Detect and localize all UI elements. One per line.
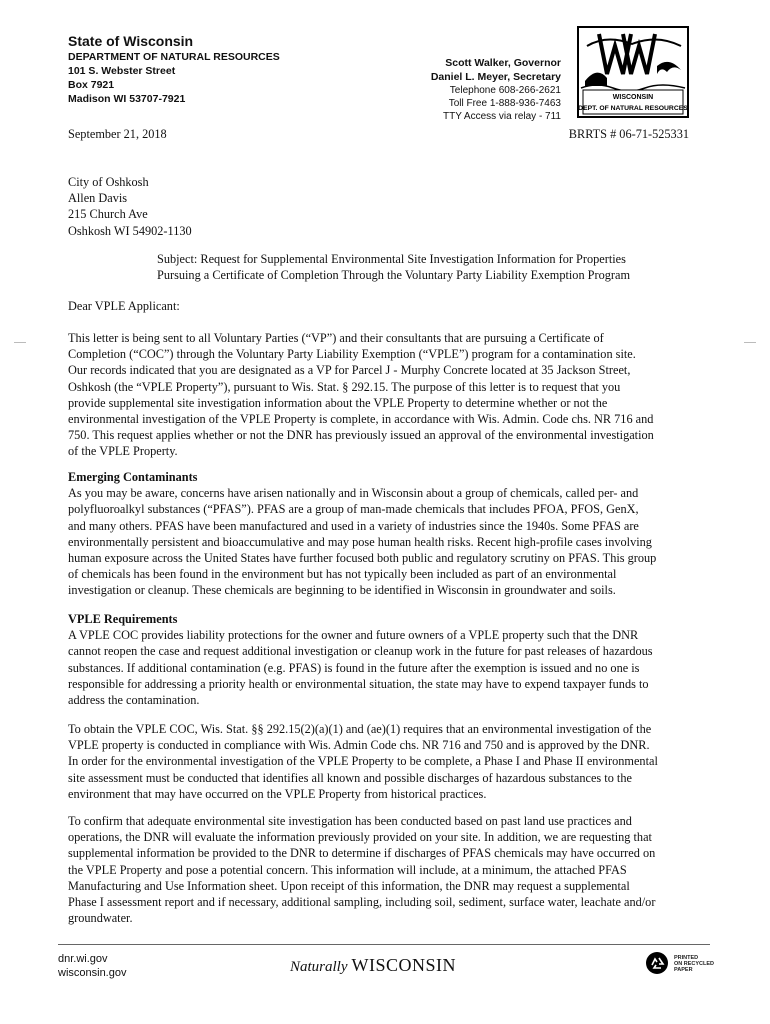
text-line: This letter is being sent to all Voluntary Parties (“VP”) and their consultants that are pursuing a Certificate of [68, 331, 604, 345]
section-heading: VPLE Requirements [68, 612, 178, 626]
footer-websites [58, 952, 126, 980]
recipient-address [68, 174, 192, 239]
recycle-text-line: ON RECYCLED [674, 961, 715, 967]
text-line: Oshkosh (the “VPLE Property”), pursuant to Wis. Stat. § 292.15. The purpose of this letter is to request that you [68, 379, 621, 394]
letterhead-agency [68, 33, 280, 106]
text-line: investigation or cleanup. These chemicals are beginning to be identified in Wisconsin in groundwater and soils. [68, 583, 616, 598]
dnr-logo [577, 26, 689, 118]
brrts-number: BRRTS # 06-71-525331 [568, 127, 689, 141]
text-line: provide supplemental site investigation information about the VPLE Property to determine whether or not the [68, 395, 608, 410]
text-line: As you may be aware, concerns have arisen nationally and in Wisconsin about a group of chemicals, called per- and [68, 486, 639, 501]
subject-line: Pursuing a Certificate of Completion Through the Voluntary Party Liability Exemption Program [157, 268, 631, 283]
coc-requirements-paragraph [68, 721, 708, 802]
text-line: environmental investigation of the VPLE Property is complete, in accordance with Wis. Admin. Code chs. NR 716 and [68, 412, 654, 427]
text-line: Our records indicated that you are designated as a VP for Parcel J - Murphy Concrete located at 35 Jackson Street, [68, 363, 631, 378]
text-line: To obtain the VPLE COC, Wis. Stat. §§ 292.15(2)(a)(1) and (ae)(1) requires that an environmental investigation of the [68, 722, 652, 736]
website-link-wisconsin[interactable]: wisconsin.gov [58, 967, 127, 979]
recipient-line: City of Oshkosh [68, 175, 149, 189]
text-line: operations, the DNR will evaluate the information previously provided on your site. In addition, we are requesting that [68, 830, 652, 845]
text-line: A VPLE COC provides liability protections for the owner and future owners of a VPLE property such that the DNR [68, 628, 639, 643]
logo-line2: DEPT. OF NATURAL RESOURCES [578, 105, 688, 112]
right-margin-mark [744, 342, 756, 343]
text-line: responsible for addressing a priority health or environmental situation, the state may have to expend taxpayer funds to [68, 676, 649, 691]
text-line: To confirm that adequate environmental site investigation has been conducted based on past land use practices and [68, 814, 632, 828]
toll-free: Toll Free 1-888-936-7463 [448, 98, 561, 109]
subject-line: Subject: Request for Supplemental Environmental Site Investigation Information for Properties [157, 252, 626, 266]
text-line: of chemicals has been found in the environment but has not typically been included as part of an environmental [68, 567, 617, 582]
left-margin-mark [14, 342, 26, 343]
secretary-name: Daniel L. Meyer, Secretary [430, 71, 561, 83]
telephone: Telephone 608-266-2621 [449, 85, 561, 96]
street-address: 101 S. Webster Street [68, 65, 176, 77]
text-line: of the VPLE Property. [68, 444, 178, 459]
website-link-dnr[interactable]: dnr.wi.gov [58, 953, 108, 965]
letter-date: September 21, 2018 [68, 127, 167, 141]
text-line: 750. This request applies whether or not the DNR has previously issued an approval of the environmental investigation [68, 428, 654, 443]
footer-divider [58, 944, 710, 945]
subject-block [157, 251, 717, 283]
city-zip: Madison WI 53707-7921 [68, 93, 186, 105]
footer-tagline [290, 955, 456, 976]
text-line: environmentally persistent and bioaccumulative and may pose human health risks. Recent high-profile cases involving [68, 534, 652, 549]
text-line: environment that may have occurred on the VPLE Property from historical practices. [68, 786, 487, 801]
tagline-wisconsin: WISCONSIN [351, 955, 457, 975]
tty-access: TTY Access via relay - 711 [442, 111, 561, 122]
text-line: Manufacturing and Use Information sheet. Upon receipt of this information, the DNR may request a supplemental [68, 878, 630, 893]
recycle-icon [645, 951, 669, 975]
text-line: and many others. PFAS have been manufactured and used in a variety of industries since the 1940s. Some PFAS are [68, 518, 639, 533]
text-line: VPLE property is conducted in compliance with Wis. Admin Code chs. NR 716 and 750 and is approved by the DNR. [68, 738, 650, 753]
text-line: Phase I assessment report and if necessary, additional sampling, including soil, sediment, surface water, leachate and/or [68, 895, 656, 910]
salutation: Dear VPLE Applicant: [68, 299, 180, 313]
text-line: polyfluoroalkyl substances (“PFAS”). PFAS are a group of man-made chemicals that includes PFOA, PFOS, GenX, [68, 502, 639, 517]
recycled-paper-label [674, 955, 714, 973]
department-name: DEPARTMENT OF NATURAL RESOURCES [68, 51, 280, 63]
text-line: address the contamination. [68, 693, 200, 708]
section-heading: Emerging Contaminants [68, 470, 198, 484]
recipient-line: Allen Davis [68, 191, 128, 206]
text-line: Completion (“COC”) through the Voluntary Party Liability Exemption (“VPLE”) program for a contamination site. [68, 347, 636, 362]
emerging-contaminants-section [68, 469, 708, 599]
supplemental-info-paragraph [68, 813, 708, 926]
text-line: supplemental information be provided to the DNR to determine if discharges of PFAS chemicals may have occurred on [68, 846, 656, 861]
recycle-text-line: PAPER [674, 967, 693, 973]
text-line: site assessment must be conducted that identifies all known and possible discharges of hazardous substances to the [68, 770, 632, 785]
text-line: groundwater. [68, 911, 133, 926]
vple-requirements-section [68, 611, 708, 708]
recipient-line: Oshkosh WI 54902-1130 [68, 223, 192, 238]
text-line: substances. If additional contamination (e.g. PFAS) is found in the future after the exemption is issued and no one is [68, 660, 640, 675]
logo-line1: WISCONSIN [612, 94, 654, 101]
intro-paragraph [68, 330, 708, 460]
state-name: State of Wisconsin [68, 33, 194, 49]
tagline-naturally: Naturally [290, 959, 348, 975]
recipient-line: 215 Church Ave [68, 207, 148, 222]
text-line: human exposure across the United States have further focused both public and regulatory scrutiny on PFAS. This group [68, 551, 657, 566]
text-line: In order for the environmental investigation of the VPLE Property to be complete, a Phase I and Phase II environmental [68, 754, 658, 769]
governor-name: Scott Walker, Governor [445, 57, 561, 69]
letterhead-officials [431, 56, 561, 123]
text-line: the VPLE Property and pose a potential concern. This information will include, at a minimum, the attached PFAS [68, 862, 627, 877]
recycle-text-line: PRINTED [674, 955, 699, 961]
text-line: cannot reopen the case and request additional investigation or cleanup work in the future for past releases of hazardous [68, 644, 653, 659]
po-box: Box 7921 [68, 79, 115, 91]
